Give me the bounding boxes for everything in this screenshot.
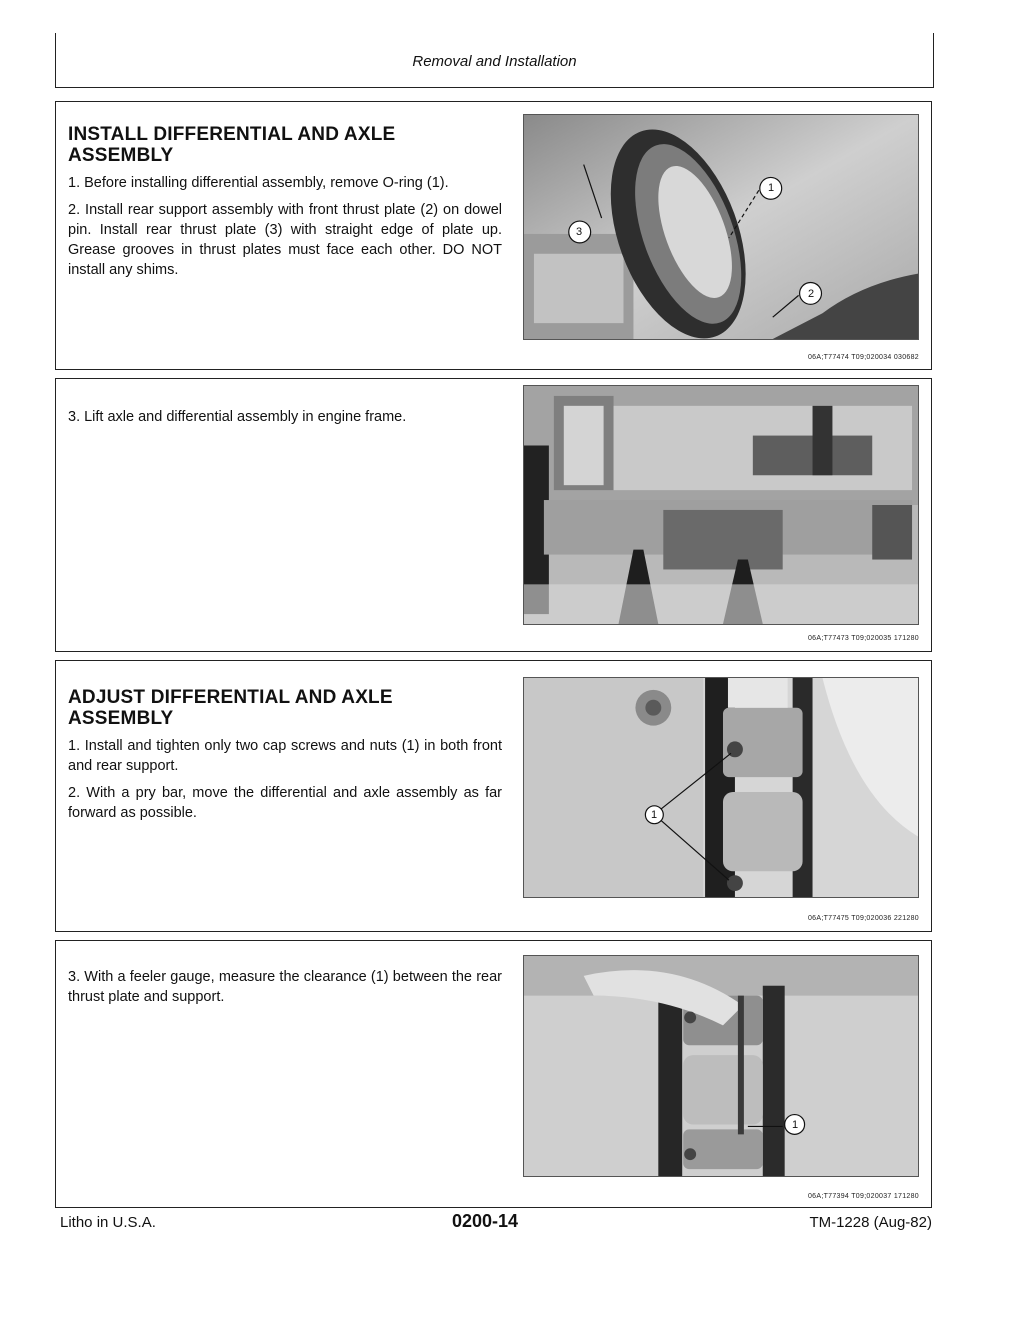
photo-illustration xyxy=(524,956,918,1176)
page-header xyxy=(55,33,934,88)
panel-feeler-gauge xyxy=(55,940,932,1208)
panel-adjust-differential xyxy=(55,660,932,932)
step: 1. Before installing differential assembly, remove O-ring (1). xyxy=(68,175,449,191)
callout-label: 1 xyxy=(792,1119,799,1131)
photo-cap-screws xyxy=(523,677,919,898)
panel-text xyxy=(68,124,502,287)
photo-code: 06A;T77473 T09;020035 171280 xyxy=(807,635,919,642)
photo-thrust-plates xyxy=(523,114,919,340)
step: 3. With a feeler gauge, measure the clearance (1) between the rear thrust plate and support. xyxy=(68,969,502,1005)
step: 3. Lift axle and differential assembly in engine frame. xyxy=(68,409,407,425)
photo-code: 06A;T77474 T09;020034 030682 xyxy=(807,354,919,361)
panel-text xyxy=(68,407,502,434)
photo-axle-in-frame xyxy=(523,385,919,625)
photo-code: 06A;T77394 T09;020037 171280 xyxy=(807,1193,919,1200)
panel-lift-axle xyxy=(55,378,932,652)
header-title: Removal and Installation xyxy=(412,53,577,70)
photo-feeler-gauge xyxy=(523,955,919,1177)
panel-text xyxy=(68,687,502,830)
step: 2. With a pry bar, move the differential and axle assembly as far forward as possible. xyxy=(68,785,502,821)
callout-label: 3 xyxy=(576,226,583,238)
section-heading: INSTALL DIFFERENTIAL AND AXLE ASSEMBLY xyxy=(68,124,396,166)
callout-label: 2 xyxy=(808,288,815,300)
page-number: 0200-14 xyxy=(452,1211,519,1231)
step: 2. Install rear support assembly with front thrust plate (2) on dowel pin. Install rear thrust plate (3) with straight edge of plate up. Grease grooves in thrust plates must face each other. DO NOT install any shims. xyxy=(68,202,502,278)
callout-label: 1 xyxy=(651,809,658,821)
section-heading: ADJUST DIFFERENTIAL AND AXLE ASSEMBLY xyxy=(68,687,393,729)
photo-illustration xyxy=(524,678,918,897)
callout-label: 1 xyxy=(768,182,775,194)
photo-illustration xyxy=(524,115,918,339)
panel-text xyxy=(68,967,502,1014)
panel-install-differential xyxy=(55,101,932,370)
footer-tm-number: TM-1228 (Aug-82) xyxy=(809,1214,932,1231)
footer-litho: Litho in U.S.A. xyxy=(60,1214,156,1231)
photo-illustration xyxy=(524,386,918,624)
photo-code: 06A;T77475 T09;020036 221280 xyxy=(807,915,919,922)
step: 1. Install and tighten only two cap screws and nuts (1) in both front and rear support. xyxy=(68,738,502,774)
